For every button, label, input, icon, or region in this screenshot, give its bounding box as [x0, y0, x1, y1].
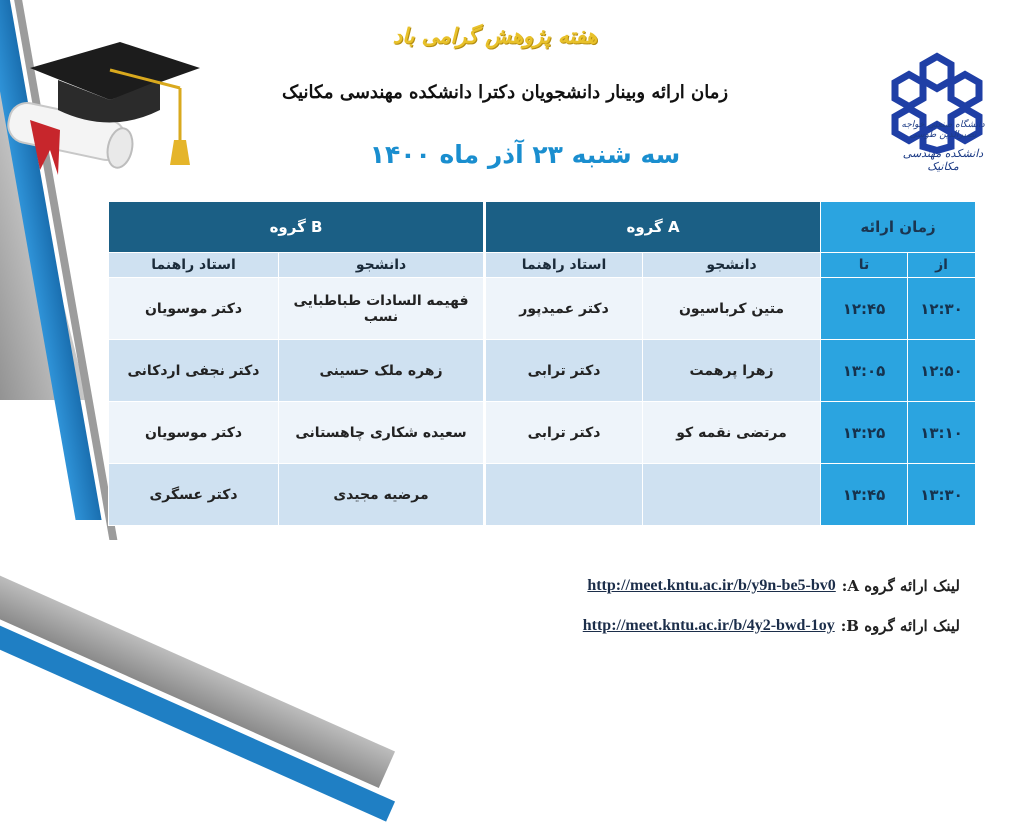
logo-text-university: دانشگاه صنعتی خواجه نصیرالدین طوسی	[901, 120, 985, 140]
graduation-cap-icon	[0, 30, 205, 190]
table-row	[109, 402, 976, 464]
b-advisor-cell: دکتر موسویان	[109, 278, 279, 340]
to-time-cell: ۱۳:۲۵	[821, 402, 908, 464]
links-section	[420, 566, 960, 646]
b-student-header: دانشجو	[279, 253, 485, 278]
a-student-cell: زهرا پرهمت	[643, 340, 821, 402]
a-advisor-cell: دکتر ترابی	[485, 340, 643, 402]
table-row	[109, 464, 976, 526]
logo-text-faculty: دانشکده مهندسی مکانیک	[902, 147, 984, 173]
from-time-cell: ۱۲:۳۰	[908, 278, 976, 340]
group-b-link-label: لینک ارائه گروه B:	[840, 617, 960, 635]
b-advisor-cell: دکتر نجفی اردکانی	[109, 340, 279, 402]
date-heading: سه شنبه ۲۳ آذر ماه ۱۴۰۰	[369, 140, 681, 169]
a-advisor-cell	[485, 464, 643, 526]
b-student-cell: زهره ملک حسینی	[279, 340, 485, 402]
a-advisor-header: استاد راهنما	[485, 253, 643, 278]
group-a-link-label: لینک ارائه گروه A:	[841, 577, 960, 595]
to-time-cell: ۱۳:۰۵	[821, 340, 908, 402]
page-title: زمان ارائه وبینار دانشجویان دکترا دانشکده مهندسی مکانیک	[281, 82, 729, 103]
group-a-link[interactable]: http://meet.kntu.ac.ir/b/y9n-be5-bv0	[587, 577, 836, 594]
table-row	[109, 340, 976, 402]
group-b-link[interactable]: http://meet.kntu.ac.ir/b/4y2-bwd-1oy	[582, 617, 835, 634]
link-row-group-a	[420, 566, 960, 606]
slogan: هفته پژوهش گرامی باد	[392, 24, 598, 48]
a-student-header: دانشجو	[643, 253, 821, 278]
a-advisor-cell: دکتر عمیدپور	[485, 278, 643, 340]
from-time-cell: ۱۲:۵۰	[908, 340, 976, 402]
b-advisor-cell: دکتر موسویان	[109, 402, 279, 464]
schedule-table	[108, 201, 976, 526]
from-header: از	[908, 253, 976, 278]
a-student-cell: مرتضی نقمه کو	[643, 402, 821, 464]
group-a-header: گروه A	[485, 202, 821, 253]
a-student-cell	[643, 464, 821, 526]
b-advisor-header: استاد راهنما	[109, 253, 279, 278]
b-student-cell: سعیده شکاری چاهستانی	[279, 402, 485, 464]
from-time-cell: ۱۳:۱۰	[908, 402, 976, 464]
b-advisor-cell: دکتر عسگری	[109, 464, 279, 526]
to-time-cell: ۱۲:۴۵	[821, 278, 908, 340]
b-student-cell: فهیمه السادات طباطبایی نسب	[279, 278, 485, 340]
a-advisor-cell: دکتر ترابی	[485, 402, 643, 464]
to-header: تا	[821, 253, 908, 278]
time-header: زمان ارائه	[821, 202, 976, 253]
table-sub-header	[109, 253, 976, 278]
table-group-header	[109, 202, 976, 253]
group-b-header: گروه B	[109, 202, 485, 253]
b-student-cell: مرضیه مجیدی	[279, 464, 485, 526]
to-time-cell: ۱۳:۴۵	[821, 464, 908, 526]
from-time-cell: ۱۳:۳۰	[908, 464, 976, 526]
a-student-cell: متین کرباسیون	[643, 278, 821, 340]
link-row-group-b	[420, 606, 960, 646]
table-row	[109, 278, 976, 340]
